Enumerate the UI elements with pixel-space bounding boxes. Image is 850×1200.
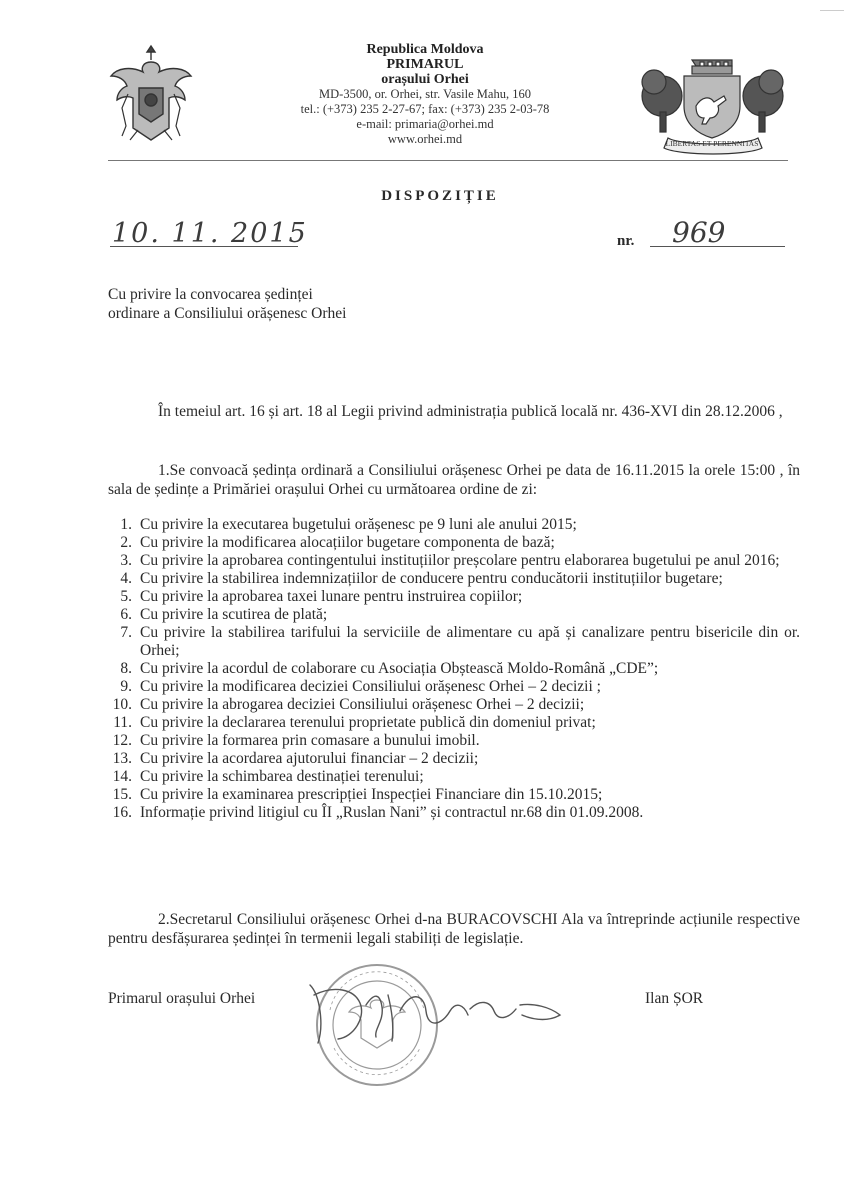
agenda-text: Cu privire la stabilirea tarifului la serviciile de alimentare cu apă și canalizare pentru bisericile din or. Orhei; — [140, 624, 800, 659]
subject-block — [108, 285, 346, 323]
signature-scribble-icon — [270, 965, 580, 1055]
agenda-number: 3. — [120, 552, 132, 569]
scan-artifact-line — [820, 10, 844, 11]
subject-line-1: Cu privire la convocarea ședinței — [108, 286, 313, 303]
agenda-list — [108, 516, 800, 822]
list-item — [108, 588, 800, 606]
list-item — [108, 606, 800, 624]
agenda-number: 2. — [120, 534, 132, 551]
handwritten-date: 10. 11. 2015 — [112, 218, 308, 249]
header-divider — [108, 160, 788, 161]
legal-basis-paragraph: În temeiul art. 16 și art. 18 al Legii privind administrația publică locală nr. 436-XVI din 28.12.2006 , — [158, 403, 783, 420]
agenda-text: Cu privire la abrogarea deciziei Consiliului orășenesc Orhei – 2 decizii; — [140, 696, 585, 713]
subject-line-2: ordinare a Consiliului orășenesc Orhei — [108, 305, 347, 322]
agenda-text: Cu privire la formarea prin comasare a bunului imobil. — [140, 732, 480, 749]
orhei-coat-of-arms-icon — [640, 48, 785, 158]
agenda-number: 10. — [112, 696, 132, 713]
website: www.orhei.md — [387, 132, 463, 146]
agenda-text: Cu privire la scutirea de plată; — [140, 606, 328, 623]
handwritten-number: 969 — [672, 216, 726, 249]
email: e-mail: primaria@orhei.md — [356, 117, 494, 131]
list-item — [108, 570, 800, 588]
agenda-text: Cu privire la stabilirea indemnizațiilor de conducere pentru conducătorii instituțiilor bugetare; — [140, 570, 723, 587]
emblem-motto: LIBERTAS ET PERENNITAS — [665, 139, 759, 148]
list-item — [108, 678, 800, 696]
country-name: Republica Moldova — [366, 42, 484, 57]
agenda-number: 7. — [120, 624, 132, 641]
signatory-name: Ilan ȘOR — [645, 990, 704, 1007]
list-item — [108, 624, 800, 660]
list-item — [108, 534, 800, 552]
agenda-text: Cu privire la aprobarea taxei lunare pentru instruirea copiilor; — [140, 588, 523, 605]
list-item — [108, 714, 800, 732]
list-item — [108, 660, 800, 678]
agenda-number: 12. — [112, 732, 132, 749]
agenda-number: 16. — [112, 804, 132, 821]
list-item — [108, 786, 800, 804]
agenda-number: 1. — [120, 516, 132, 533]
number-label: nr. — [617, 233, 635, 249]
agenda-text: Informație privind litigiul cu ÎI „Ruslan Nani” și contractul nr.68 din 01.09.2008. — [140, 804, 644, 821]
list-item — [108, 768, 800, 786]
list-item — [108, 696, 800, 714]
phone-fax: tel.: (+373) 235 2-27-67; fax: (+373) 235 2-03-78 — [300, 102, 550, 116]
agenda-text: Cu privire la schimbarea destinației terenului; — [140, 768, 424, 785]
agenda-text: Cu privire la aprobarea contingentului instituțiilor preșcolare pentru elaborarea bugetului pe anul 2016; — [140, 552, 780, 569]
moldova-coat-of-arms-icon — [108, 40, 194, 150]
secretary-paragraph: 2.Secretarul Consiliului orășenesc Orhei d-na BURACOVSCHI Ala va întreprinde acțiunile respective pentru desfășurarea ședinței în termenii legali stabiliți de legislație. — [108, 911, 800, 947]
list-item — [108, 750, 800, 768]
list-item — [108, 552, 800, 570]
agenda-number: 14. — [112, 768, 132, 785]
office-name: PRIMARUL — [386, 57, 464, 72]
list-item — [108, 516, 800, 534]
agenda-text: Cu privire la acordul de colaborare cu Asociația Obștească Moldo-Română „CDE”; — [140, 660, 659, 677]
agenda-text: Cu privire la declararea terenului proprietate publică din domeniul privat; — [140, 714, 596, 731]
city-name: orașului Orhei — [381, 72, 469, 87]
agenda-number: 13. — [112, 750, 132, 767]
agenda-number: 5. — [120, 588, 132, 605]
agenda-text: Cu privire la examinarea prescripției Inspecției Financiare din 15.10.2015; — [140, 786, 603, 803]
agenda-number: 11. — [113, 714, 132, 731]
address: MD-3500, or. Orhei, str. Vasile Mahu, 160 — [319, 87, 531, 101]
agenda-number: 4. — [120, 570, 132, 587]
agenda-text: Cu privire la executarea bugetului orășenesc pe 9 luni ale anului 2015; — [140, 516, 577, 533]
agenda-number: 8. — [120, 660, 132, 677]
list-item — [108, 732, 800, 750]
convocation-paragraph: 1.Se convoacă ședința ordinară a Consiliului orășenesc Orhei pe data de 16.11.2015 la orele 15:00 , în sala de ședințe a Primăriei orașului Orhei cu următoarea ordine de zi: — [108, 462, 800, 498]
agenda-text: Cu privire la modificarea deciziei Consiliului orășenesc Orhei – 2 decizii ; — [140, 678, 601, 695]
signatory-position: Primarul orașului Orhei — [108, 990, 256, 1007]
agenda-number: 9. — [120, 678, 132, 695]
document-title: DISPOZIȚIE — [381, 188, 499, 204]
agenda-text: Cu privire la acordarea ajutorului financiar – 2 decizii; — [140, 750, 479, 767]
letterhead — [250, 42, 600, 147]
list-item — [108, 804, 800, 822]
agenda-number: 15. — [112, 786, 132, 803]
agenda-text: Cu privire la modificarea alocațiilor bugetare componenta de bază; — [140, 534, 555, 551]
agenda-number: 6. — [120, 606, 132, 623]
